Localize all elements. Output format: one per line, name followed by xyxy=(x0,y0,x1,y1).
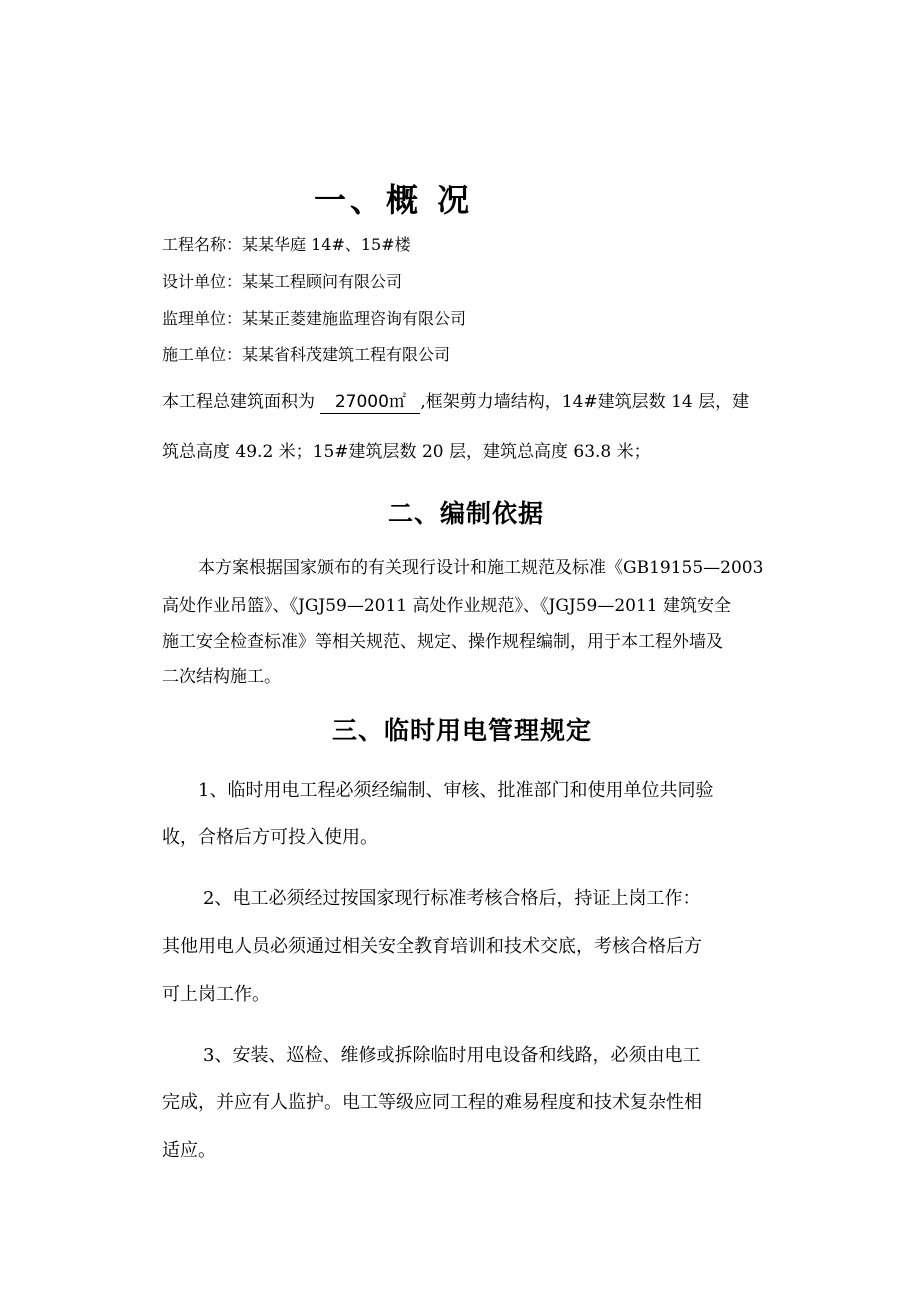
basis-line-3: 施工安全检查标准》等相关规范、规定、操作规程编制，用于本工程外墙及 xyxy=(162,632,723,652)
rule-1-line-1: 1、临时用电工程必须经编制、审核、批准部门和使用单位共同验 xyxy=(198,780,714,801)
section-title-basis: 二、编制依据 xyxy=(388,499,545,528)
area-line xyxy=(162,387,749,414)
rule-2-line-1: 2、电工必须经过按国家现行标准考核合格后，持证上岗工作： xyxy=(203,888,701,909)
area-prefix: 本工程总建筑面积为 xyxy=(162,392,315,412)
rule-3-line-1: 3、安装、巡检、维修或拆除临时用电设备和线路，必须由电工 xyxy=(203,1045,701,1066)
basis-line-1: 本方案根据国家颁布的有关现行设计和施工规范及标准《GB19155—2003 xyxy=(198,558,764,578)
height-line: 筑总高度 49.2 米；15#建筑层数 20 层，建筑总高度 63.8 米； xyxy=(162,442,651,462)
section-title-overview: 一、概 况 xyxy=(314,181,474,219)
design-unit-line: 设计单位：某某工程顾问有限公司 xyxy=(162,272,403,291)
rule-2-line-2: 其他用电人员必须通过相关安全教育培训和技术交底，考核合格后方 xyxy=(162,936,702,957)
basis-line-4: 二次结构施工。 xyxy=(162,667,281,687)
rule-1-line-2: 收，合格后方可投入使用。 xyxy=(162,827,378,848)
supervision-unit-line: 监理单位：某某正菱建施监理咨询有限公司 xyxy=(162,309,467,328)
project-name-line: 工程名称：某某华庭 14#、15#楼 xyxy=(162,235,411,254)
construction-unit-line: 施工单位：某某省科茂建筑工程有限公司 xyxy=(162,345,451,364)
area-suffix: ,框架剪力墙结构，14#建筑层数 14 层，建 xyxy=(420,392,750,412)
basis-line-2: 高处作业吊篮》、《JGJ59—2011 高处作业规范》、《JGJ59—2011 建筑安全 xyxy=(162,596,732,616)
rule-2-line-3: 可上岗工作。 xyxy=(162,984,270,1005)
rule-3-line-2: 完成，并应有人监护。电工等级应同工程的难易程度和技术复杂性相 xyxy=(162,1092,702,1113)
rule-3-line-3: 适应。 xyxy=(162,1140,216,1161)
area-value: 27000㎡ xyxy=(320,391,420,414)
section-title-rules: 三、临时用电管理规定 xyxy=(332,716,593,745)
